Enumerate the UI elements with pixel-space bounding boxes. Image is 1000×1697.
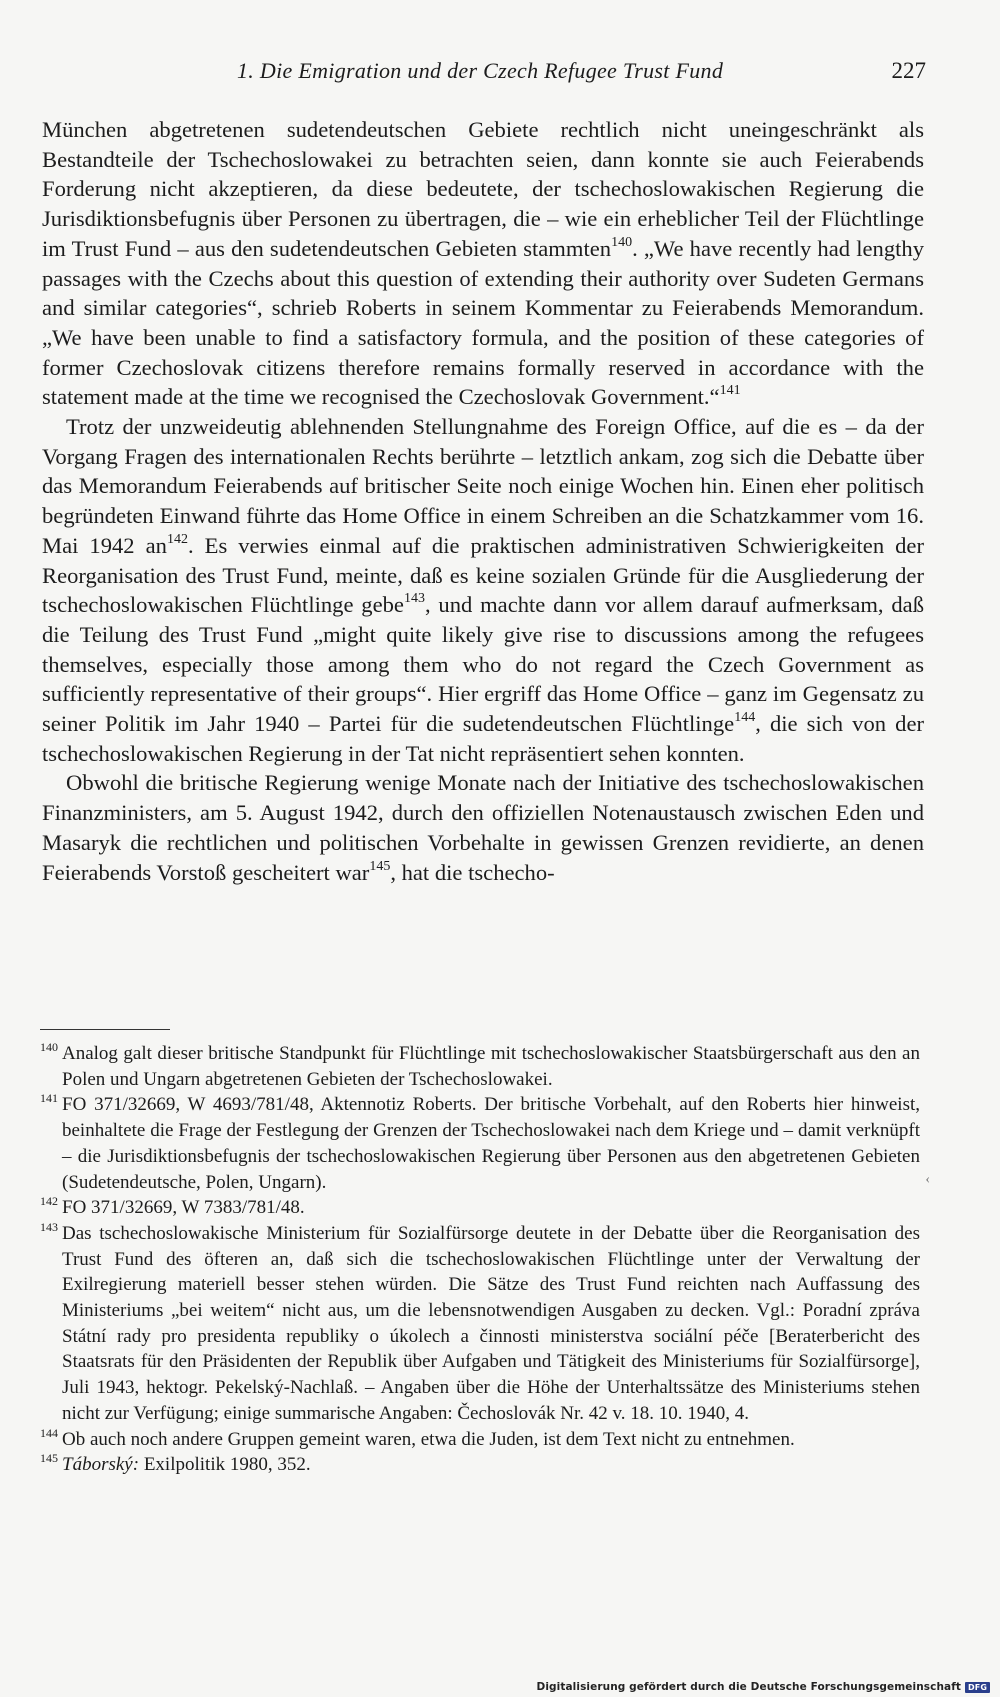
digitization-credit <box>537 1681 990 1693</box>
footnote-ref: 144 <box>734 710 756 726</box>
footnote-number: 145 <box>40 1451 58 1466</box>
footnote-text: Ob auch noch andere Gruppen gemeint waren, etwa die Juden, ist dem Text nicht zu entnehmen. <box>62 1428 795 1450</box>
footnote-145 <box>40 1452 920 1478</box>
footnote-text: Das tschechoslowakische Ministerium für Sozialfürsorge deutete in der Debatte über die Reorganisation des Trust Fund des öfteren an, daß sich die tschechoslowakischen Flüchtlinge unter der Verwaltung der Exilregierung materiell besser stehen würden. Die Sätze des Trust Fund reichten nach Auffassung des Ministeriums „bei weitem“ nicht aus, um die lebensnotwendigen Ausgaben zu decken. Vgl.: Poradní zpráva Státní rady pro presidenta republiky o úkolech a činnosti ministerstva sociální péče [Beraterbericht des Staatsrats für den Präsidenten der Republik über Aufgaben und Tätigkeit des Ministeriums für Sozialfürsorge], Juli 1943, hektogr. Pekelský-Nachlaß. – Angaben über die Höhe der Unterhaltssätze des Ministeriums stehen nicht zur Verfügung; einige summarische Angaben: Čechoslovák Nr. 42 v. 18. 10. 1940, 4. <box>62 1222 920 1424</box>
paragraph-3 <box>42 768 924 887</box>
footnote-142 <box>40 1195 920 1221</box>
footnote-ref: 140 <box>611 234 633 250</box>
footnote-text: FO 371/32669, W 7383/781/48. <box>62 1197 305 1219</box>
text-span: Obwohl die britische Regierung wenige Monate nach der Initiative des tschechoslowakischen Finanzministers, am 5. August 1942, durch den offiziellen Notenaustausch zwischen Eden und Masaryk die rechtlichen und politischen Vorbehalte in gewissen Grenzen revidierte, an denen Feierabends Vorstoß gescheitert war <box>42 770 924 885</box>
footnote-141 <box>40 1092 920 1195</box>
text-span: , und machte dann vor allem darauf aufmerksam, daß die Teilung des Trust Fund „might quite likely give rise to discussions among the refugees themselves, especially those among them who do not regard the Czech Government as sufficiently representative of their groups“. Hier ergriff das Home Office – ganz im Gegensatz zu seiner Politik im Jahr 1940 – Partei für die sudetendeutschen Flüchtlinge <box>42 592 924 737</box>
text-span: München abgetretenen sudetendeutschen Gebiete rechtlich nicht uneingeschränkt als Bestandteile der Tschechoslowakei zu betrachten seien, dann konnte sie auch Feierabends Forderung nicht akzeptieren, da diese bedeutete, der tschechoslowakischen Regierung die Jurisdiktionsbefugnis über Personen zu übertragen, die – wie ein erheblicher Teil der Flüchtlinge im Trust Fund – aus den sudetendeutschen Gebieten stammten <box>42 117 924 261</box>
footnote-number: 144 <box>40 1425 58 1440</box>
footnote-number: 141 <box>40 1091 58 1106</box>
text-span: Trotz der unzweideutig ablehnenden Stellungnahme des Foreign Office, auf die es – da der Vorgang Fragen des internationalen Rechts berührte – letztlich ankam, zog sich die Debatte über das Memorandum Feierabends auf britischer Seite noch einige Wochen hin. Einen eher politisch begründeten Einwand führte das Home Office in einem Schreiben an die Schatzkammer vom 16. Mai 1942 an <box>42 414 924 558</box>
footnote-ref: 141 <box>719 383 741 399</box>
text-span: , hat die tschecho- <box>390 859 555 885</box>
footnote-140 <box>40 1041 920 1092</box>
footnote-ref: 145 <box>369 858 391 874</box>
text-span: , die sich von der tschechoslowakischen Regierung in der Tat nicht repräsentiert sehen konnten. <box>42 711 924 766</box>
footnote-ref: 142 <box>166 531 188 547</box>
page-number: 227 <box>891 58 926 83</box>
running-head-title: 1. Die Emigration und der Czech Refugee Trust Fund <box>237 58 724 83</box>
credit-text: Digitalisierung gefördert durch die Deutsche Forschungsgemeinschaft <box>536 1681 962 1693</box>
text-span: . „We have recently had lengthy passages with the Czechs about this question of extending their authority over Sudeten Germans and similar categories“, schrieb Roberts in seinem Kommentar zu Feierabends Memorandum. „We have been unable to find a satisfactory formula, and the position of these categories of former Czechoslovak citizens therefore remains formally reserved in accordance with the statement made at the time we recognised the Czechoslovak Government.“ <box>42 235 924 410</box>
footnote-author: Táborský: <box>62 1454 140 1476</box>
footnote-text: FO 371/32669, W 4693/781/48, Aktennotiz Roberts. Der britische Vorbehalt, auf den Roberts hier hinweist, beinhaltete die Frage der Festlegung der Grenzen der Tschechoslowakei nach dem Kriege und – damit verknüpft – die Jurisdiktionsbefugnis der tschechoslowakischen Regierung über Personen aus den abgetretenen Gebieten (Sudetendeutsche, Polen, Ungarn). <box>62 1094 920 1193</box>
text-span: . Es verwies einmal auf die praktischen administrativen Schwierigkeiten der Reorganisation des Trust Fund, meinte, daß es keine sozialen Gründe für die Ausgliederung der tschechoslowakischen Flüchtlinge gebe <box>42 532 924 618</box>
paragraph-2 <box>42 412 924 768</box>
footnote-143 <box>40 1221 920 1427</box>
footnote-number: 143 <box>40 1219 58 1234</box>
footnote-rule <box>40 1029 170 1030</box>
paragraph-1 <box>42 115 924 412</box>
footnote-ref: 143 <box>403 591 425 607</box>
footnotes <box>40 1041 920 1478</box>
footnote-text: Analog galt dieser britische Standpunkt für Flüchtlinge mit tschechoslowakischer Staatsbürgerschaft aus den an Polen und Ungarn abgetretenen Gebieten der Tschechoslowakei. <box>62 1043 920 1090</box>
footnote-144 <box>40 1427 920 1453</box>
main-text <box>42 115 924 887</box>
footnote-number: 140 <box>40 1040 58 1054</box>
scan-mark: ‹ <box>925 1172 930 1187</box>
running-head <box>40 58 926 88</box>
footnote-text: Exilpolitik 1980, 352. <box>139 1454 311 1476</box>
dfg-logo-icon: DFG <box>965 1682 990 1693</box>
footnote-number: 142 <box>40 1194 58 1209</box>
